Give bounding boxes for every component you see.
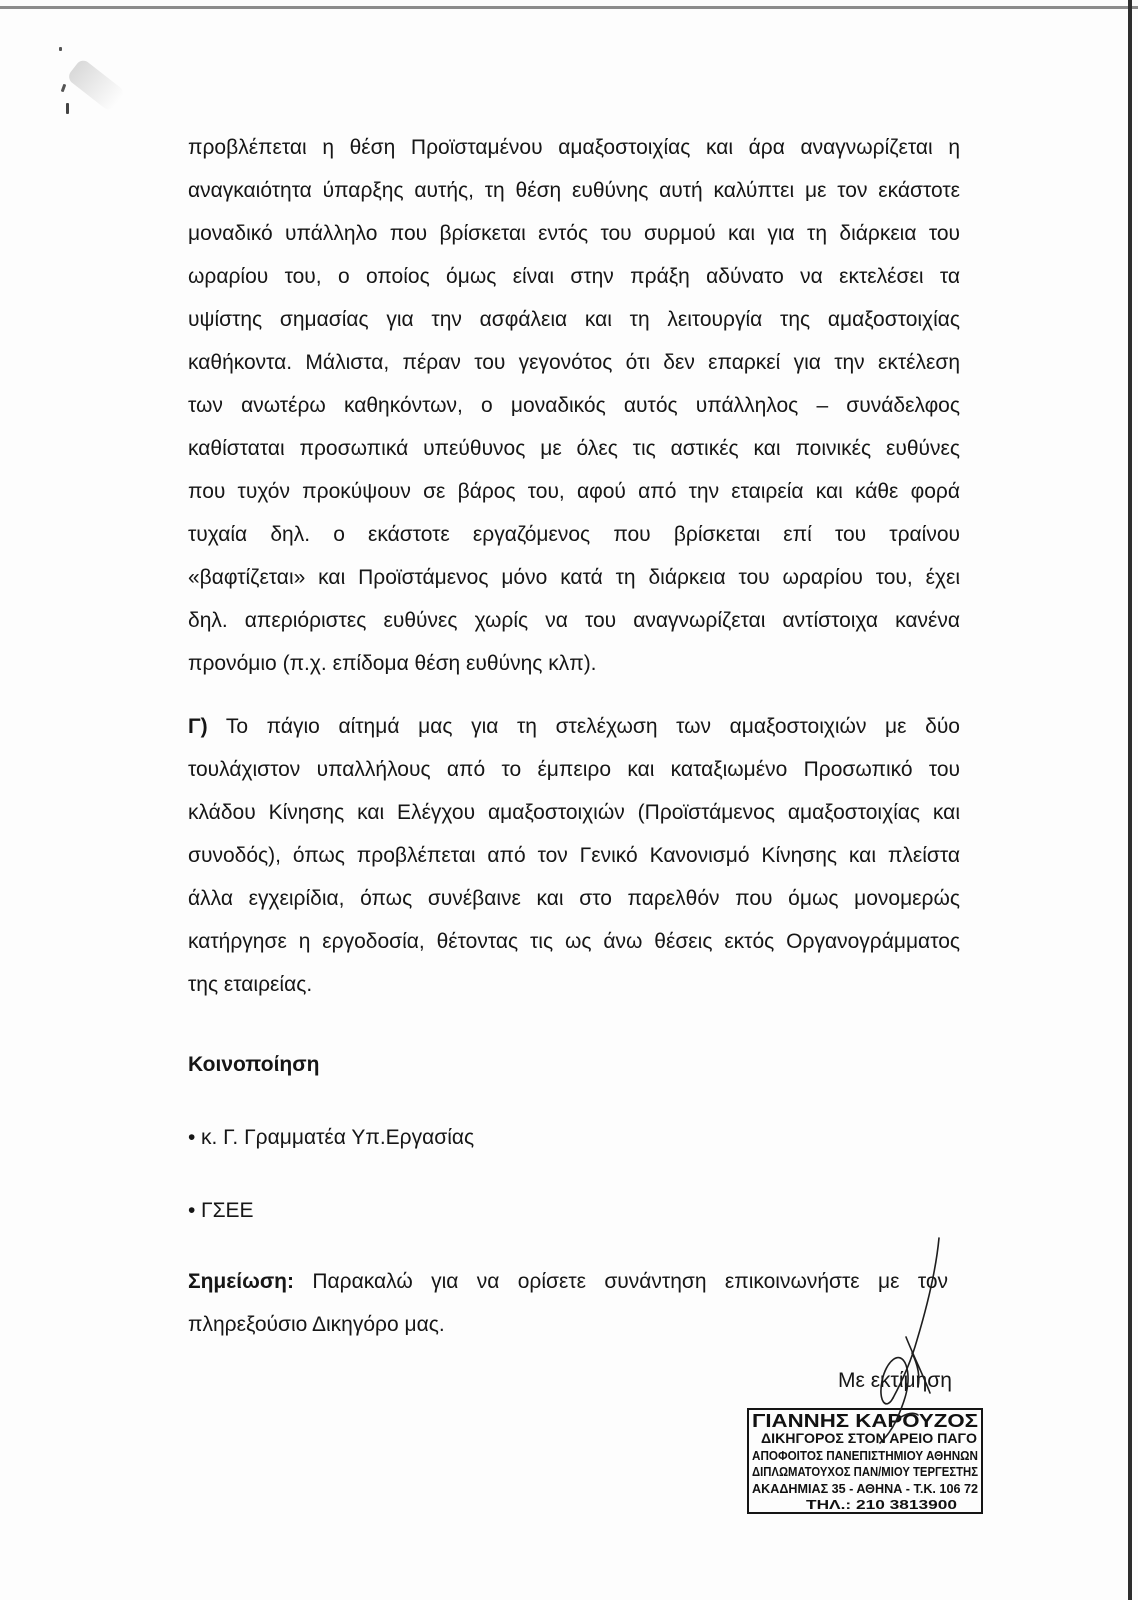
stamp-education: ΑΠΟΦΟΙΤΟΣ ΠΑΝΕΠΙΣΤΗΜΙΟΥ ΑΘΗΝΩΝ xyxy=(752,1448,978,1463)
note-first-line xyxy=(188,1260,948,1303)
paragraph-1-line: προνόμιο (π.χ. επίδομα θέση ευθύνης κλπ). xyxy=(188,652,597,675)
recipient-row xyxy=(188,1116,960,1159)
paragraph-2-line: τουλάχιστον υπαλλήλους από το έμπειρο και καταξιωμένο Προσωπικό του xyxy=(188,758,960,781)
paragraph-2-label: Γ) xyxy=(188,715,208,738)
scan-mark xyxy=(66,103,69,114)
handwritten-signature xyxy=(860,1225,970,1455)
signature-stroke xyxy=(906,1337,930,1393)
notification-section xyxy=(188,1043,960,1086)
paragraph-1-line: «βαφτίζεται» και Προϊστάμενος μόνο κατά τη διάρκεια του ωραρίου του, έχει xyxy=(188,566,960,589)
notification-heading: Κοινοποίηση xyxy=(188,1053,320,1076)
bullet-icon: • xyxy=(188,1199,196,1222)
paragraph-2 xyxy=(188,705,960,1006)
paragraph-2-line: κατήργησε η εργοδοσία, θέτοντας τις ως άνω θέσεις εκτός Οργανογράμματος xyxy=(188,930,960,953)
stamp-title: ΔΙΚΗΓΟΡΟΣ ΣΤΟΝ ΑΡΕΙΟ ΠΑΓΟ xyxy=(761,1430,978,1446)
paragraph-2-first-line xyxy=(188,705,960,748)
paragraph-1-line: αναγκαιότητα ύπαρξης αυτής, τη θέση ευθύνης αυτή καλύπτει με τον εκάστοτε xyxy=(188,179,960,202)
scan-mark xyxy=(61,84,67,93)
signature-stroke xyxy=(880,1358,908,1443)
bullet-icon: • xyxy=(188,1126,196,1149)
paragraph-1-line: των ανωτέρω καθηκόντων, ο μοναδικός αυτός υπάλληλος – συνάδελφος xyxy=(188,394,960,417)
paragraph-1-line: προβλέπεται η θέση Προϊσταμένου αμαξοστοιχίας και άρα αναγνωρίζεται η xyxy=(188,136,960,159)
paragraph-2-line: άλλα εγχειρίδια, όπως συνέβαινε και στο παρελθόν που όμως μονομερώς xyxy=(188,887,960,910)
scan-edge-right xyxy=(1128,0,1132,1600)
note-second-line: πληρεξούσιο Δικηγόρο μας. xyxy=(188,1313,445,1336)
recipient-list-item xyxy=(188,1189,960,1232)
paragraph-1-line: υψίστης σημασίας για την ασφάλεια και τη λειτουργία της αμαξοστοιχίας xyxy=(188,308,960,331)
paragraph-1-line: μοναδικό υπάλληλο που βρίσκεται εντός του συρμού και για τη διάρκεια του xyxy=(188,222,960,245)
paragraph-1-line: καθίσταται προσωπικά υπεύθυνος με όλες τις αστικές και ποινικές ευθύνες xyxy=(188,437,960,460)
note-first-line-text: Παρακαλώ για να ορίσετε συνάντηση επικοινωνήστε με τον xyxy=(312,1270,948,1293)
closing-salutation: Με εκτίμηση xyxy=(838,1369,952,1392)
stamp-address: ΑΚΑΔΗΜΙΑΣ 35 - ΑΘΗΝΑ - Τ.Κ. 106 72 xyxy=(752,1481,978,1496)
stamp-diploma: ΔΙΠΛΩΜΑΤΟΥΧΟΣ ΠΑΝ/ΜΙΟΥ ΤΕΡΓΕΣΤΗΣ xyxy=(752,1464,979,1479)
recipient-text: ΓΣΕΕ xyxy=(201,1199,254,1222)
scan-mark xyxy=(59,47,62,51)
recipient-list-item xyxy=(188,1116,960,1159)
note-section xyxy=(188,1260,960,1346)
paragraph-1-line: δηλ. απεριόριστες ευθύνες χωρίς να του αναγνωρίζεται αντίστοιχα κανένα xyxy=(188,609,960,632)
stamp-phone: ΤΗΛ.: 210 3813900 xyxy=(806,1497,957,1512)
paragraph-1-line: τυχαία δηλ. ο εκάστοτε εργαζόμενος που βρίσκεται επί του τραίνου xyxy=(188,523,960,546)
recipient-text: κ. Γ. Γραμματέα Υπ.Εργασίας xyxy=(201,1126,475,1149)
signature-stroke xyxy=(893,1238,939,1398)
scan-smudge xyxy=(66,58,126,113)
paragraph-1-line: που τυχόν προκύψουν σε βάρος του, αφού από την εταιρεία και κάθε φορά xyxy=(188,480,960,503)
paragraph-2-first-line-text: Το πάγιο αίτημά μας για τη στελέχωση των αμαξοστοιχιών με δύο xyxy=(225,715,960,738)
recipient-row xyxy=(188,1189,960,1232)
paragraph-1 xyxy=(188,126,960,685)
paragraph-1-line: ωραρίου του, ο οποίος όμως είναι στην πράξη αδύνατο να εκτελέσει τα xyxy=(188,265,960,288)
paragraph-2-line: κλάδου Κίνησης και Ελέγχου αμαξοστοιχιών (Προϊστάμενος αμαξοστοιχίας και xyxy=(188,801,960,824)
paragraph-2-line: της εταιρείας. xyxy=(188,973,313,996)
paragraph-1-line: καθήκοντα. Μάλιστα, πέραν του γεγονότος ότι δεν επαρκεί για την εκτέλεση xyxy=(188,351,960,374)
stamp-name: ΓΙΑΝΝΗΣ ΚΑΡΟΥΖΟΣ xyxy=(752,1411,979,1431)
scan-edge-top xyxy=(0,6,1138,9)
note-label: Σημείωση: xyxy=(188,1270,295,1293)
paragraph-2-line: συνοδός), όπως προβλέπεται από τον Γενικό Κανονισμό Κίνησης και πλείστα xyxy=(188,844,960,867)
